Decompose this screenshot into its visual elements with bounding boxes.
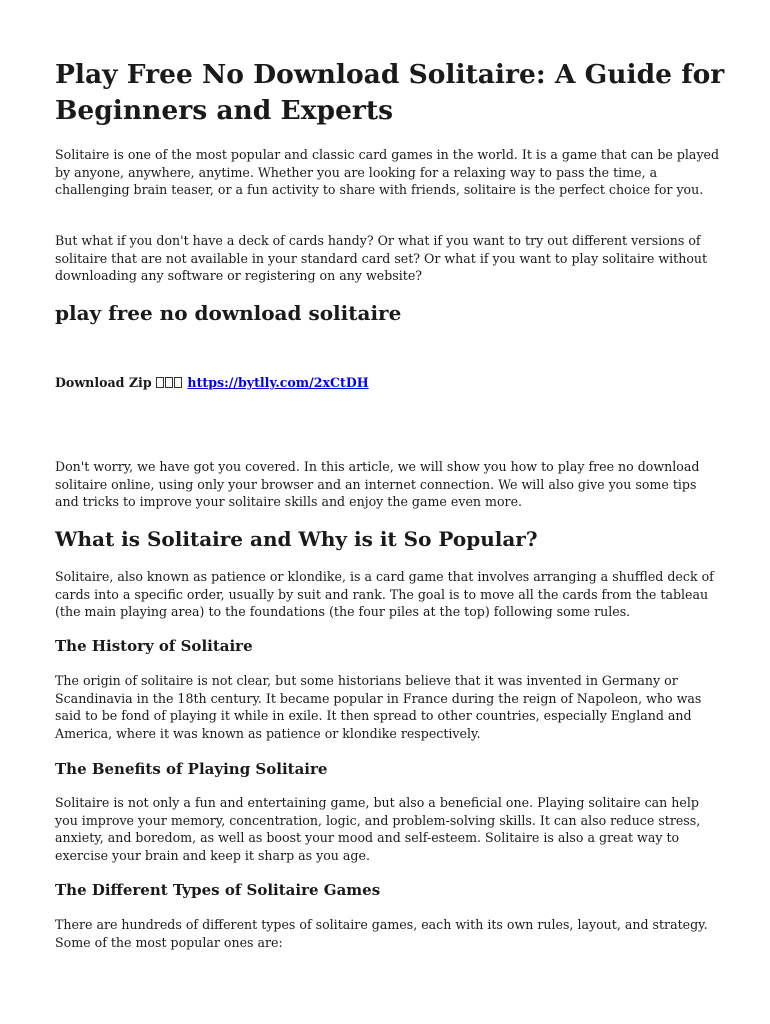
- download-link[interactable]: https://bytlly.com/2xCtDH: [187, 375, 369, 390]
- intro-paragraph-3: Don't worry, we have got you covered. In this article, we will show you how to play free no download solitaire online, using only your browser and an internet connection. We will also give you some tips and tricks to improve your solitaire skills and enjoy the game even more.: [55, 459, 700, 510]
- section-heading-what-is-solitaire: What is Solitaire and Why is it So Popular?: [55, 527, 538, 551]
- section-paragraph-what-is-solitaire: Solitaire, also known as patience or klondike, is a card game that involves arranging a shuffled deck of cards into a specific order, usually by suit and rank. The goal is to move all the cards from the tableau (the main playing area) to the foundations (the four piles at the top) following some rules.: [55, 569, 714, 620]
- paragraph-types: There are hundreds of different types of solitaire games, each with its own rules, layout, and strategy. Some of the most popular ones are:: [55, 917, 708, 950]
- arrow-glyph-icon: [156, 374, 183, 392]
- subheading-benefits: The Benefits of Playing Solitaire: [55, 760, 328, 778]
- keyword-heading: play free no download solitaire: [55, 301, 402, 325]
- page-title: Play Free No Download Solitaire: A Guide for Beginners and Experts: [55, 59, 725, 126]
- paragraph-benefits: Solitaire is not only a fun and entertaining game, but also a beneficial one. Playing solitaire can help you improve your memory, concentration, logic, and problem-solving skills. It can also reduce stress, anxiety, and boredom, as well as boost your mood and self-esteem. Solitaire is also a great way to exercise your brain and keep it sharp as you age.: [55, 795, 701, 863]
- download-label: Download Zip: [55, 375, 152, 390]
- subheading-types: The Different Types of Solitaire Games: [55, 881, 381, 899]
- paragraph-history: The origin of solitaire is not clear, but some historians believe that it was invented in Germany or Scandinavia in the 18th century. It became popular in France during the reign of Napoleon, who was said to be fond of playing it while in exile. It then spread to other countries, especially England and America, where it was known as patience or klondike respectively.: [55, 673, 702, 741]
- download-line: [55, 374, 369, 392]
- subheading-history: The History of Solitaire: [55, 637, 253, 655]
- intro-paragraph-1: Solitaire is one of the most popular and classic card games in the world. It is a game that can be played by anyone, anywhere, anytime. Whether you are looking for a relaxing way to pass the time, a challenging brain teaser, or a fun activity to share with friends, solitaire is the perfect choice for you.: [55, 147, 720, 198]
- intro-paragraph-2: But what if you don't have a deck of cards handy? Or what if you want to try out different versions of solitaire that are not available in your standard card set? Or what if you want to play solitaire without downloading any software or registering on any website?: [55, 233, 708, 284]
